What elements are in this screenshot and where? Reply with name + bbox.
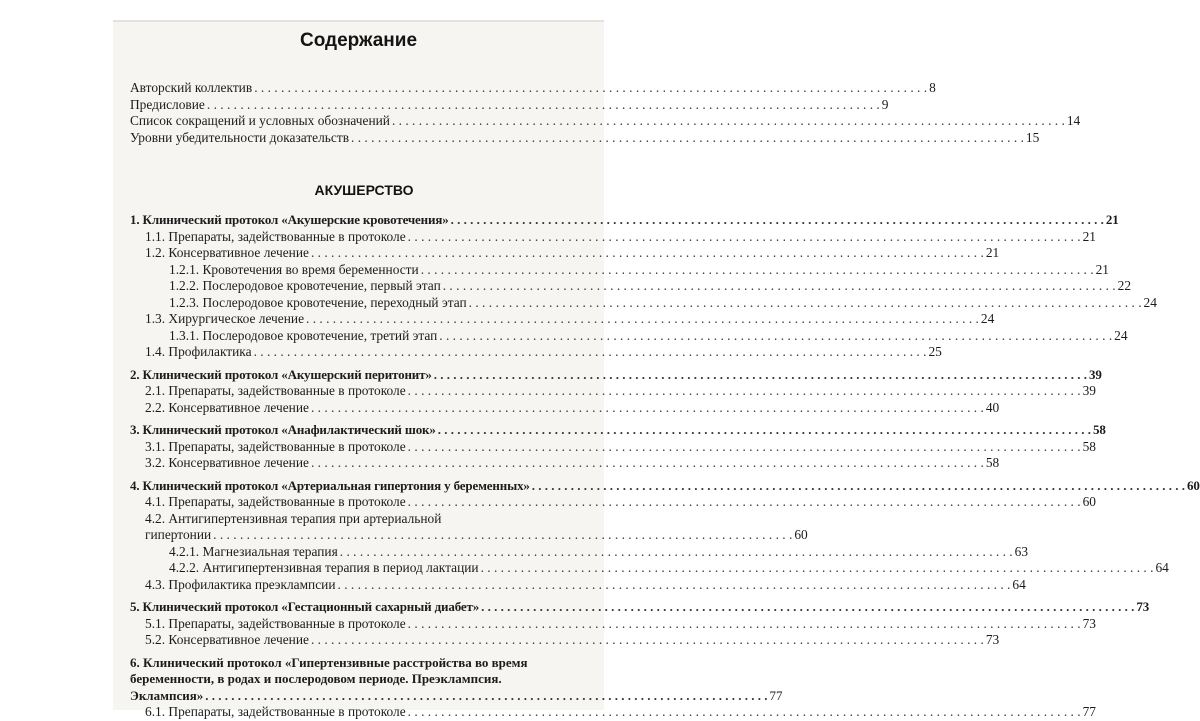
toc-entry-label: 1.4. Профилактика [145,344,252,359]
toc-entry-page: 24 [980,311,995,326]
toc-chapter-entry[interactable] [130,477,1200,495]
toc-chapter-entry[interactable] [130,212,1119,229]
toc-entry[interactable] [130,80,936,97]
leader-dots [311,632,984,649]
leader-dots [443,278,1116,295]
toc-entry-label: Список сокращений и условных обозначений [130,113,390,128]
leader-dots [254,80,927,97]
toc-entry-label: 1.2.3. Послеродовое кровотечение, переходный этап [169,294,467,310]
toc-entry-label: 2. Клинический протокол «Акушерский перитонит» [130,366,432,382]
toc-entry-label: 5.2. Консервативное лечение [145,632,309,647]
toc-entry[interactable] [130,261,1109,279]
leader-dots [306,311,979,328]
toc-entry-page: 60 [1187,477,1200,493]
toc-entry-label: 4.2.1. Магнезиальная терапия [169,543,338,559]
toc-entry-page: 8 [929,80,936,95]
leader-dots [481,560,1154,577]
toc-entry-label: 4.3. Профилактика преэклампсии [145,576,336,592]
toc-entry-page: 9 [881,96,889,112]
toc-entry-page: 21 [1095,261,1109,277]
toc-entry-label: 3.1. Препараты, задействованные в протоколе [145,438,406,454]
toc-entry-page: 58 [1093,422,1106,437]
toc-entry[interactable] [130,704,1096,721]
toc-entry-page: 39 [1082,383,1096,398]
toc-entry-page: 21 [1082,228,1096,244]
toc-entry-label-line3: Эклампсия» [130,687,204,703]
toc-entry-page: 73 [1136,599,1150,614]
toc-entry[interactable] [130,543,1029,561]
toc-entry-label: 1.1. Препараты, задействованные в протоколе [145,228,406,244]
toc-entry-label: 4. Клинический протокол «Артериальная гипертония у беременных» [130,477,530,493]
toc-chapter-entry[interactable] [130,654,783,705]
section-title: АКУШЕРСТВО [314,182,414,198]
toc-entry[interactable] [130,383,1096,400]
leader-dots [481,599,1134,616]
toc-entry-page: 77 [1082,704,1096,719]
leader-dots [451,212,1104,229]
toc-entry-page: 64 [1012,576,1026,592]
toc-entry-label: 1.3.1. Послеродовое кровотечение, третий этап [169,327,438,343]
toc-entry-label: 2.1. Препараты, задействованные в протоколе [145,383,406,398]
leader-dots [421,262,1094,279]
leader-dots [434,367,1087,384]
toc-entry[interactable] [130,344,942,361]
toc-entry-label-line2: гипертонии [145,527,212,542]
toc-entry-label-line1: 6. Клинический протокол «Гипертензивные расстройства во время [130,654,528,670]
leader-dots [205,688,767,705]
toc-entry-label: 4.2.2. Антигипертензивная терапия в период лактации [169,560,479,575]
toc-entry[interactable] [130,438,1096,456]
toc-entry-page: 77 [769,687,783,703]
toc-chapter-entry[interactable] [130,422,1106,439]
leader-dots [392,113,1065,130]
page-title: Содержание [299,30,418,51]
toc-entry-page: 39 [1088,366,1102,382]
toc-entry[interactable] [130,96,889,114]
toc-entry-label: 1.2. Консервативное лечение [145,245,309,260]
toc-entry-page: 73 [1082,615,1096,631]
toc-entry-page: 25 [928,344,942,359]
leader-dots [408,494,1081,511]
toc-entry-label: 4.1. Препараты, задействованные в протоколе [145,494,406,509]
leader-dots [213,527,792,544]
toc-entry-label: Уровни убедительности доказательств [130,129,350,145]
leader-dots [340,544,1013,561]
toc-entry-page: 73 [985,632,1000,647]
toc-entry-page: 14 [1066,113,1081,128]
leader-dots [408,439,1081,456]
toc-entry-page: 58 [985,455,1000,470]
toc-entry[interactable] [130,455,1000,472]
toc-entry-page: 64 [1155,560,1169,575]
toc-entry-label: 6.1. Препараты, задействованные в протоколе [145,704,406,719]
leader-dots [351,130,1024,147]
toc-entry[interactable] [130,278,1132,295]
toc-entry[interactable] [130,228,1096,246]
toc-entry-page: 21 [1105,212,1119,227]
toc-entry-label: Авторский коллектив [130,80,253,95]
toc-entry[interactable] [130,113,1081,130]
toc-entry[interactable] [130,327,1128,345]
leader-dots [207,97,880,114]
toc-entry-label: 5.1. Препараты, задействованные в протоколе [145,615,406,631]
toc-entry[interactable] [130,615,1096,633]
leader-dots [311,400,984,417]
toc-entry-page: 60 [1082,494,1096,509]
toc-entry[interactable] [130,510,808,544]
leader-dots [408,616,1081,633]
protocols-list [130,212,1200,721]
toc-entry-page: 63 [1014,543,1029,559]
toc-entry[interactable] [130,494,1096,511]
toc-entry[interactable] [130,294,1157,312]
leader-dots [408,229,1081,246]
leader-dots [338,577,1011,594]
front-matter-list [130,80,1081,146]
leader-dots [408,704,1081,721]
toc-chapter-entry[interactable] [130,599,1150,616]
toc-entry[interactable] [130,245,1000,262]
book-page [113,20,1200,719]
leader-dots [311,245,984,262]
toc-entry-page: 58 [1082,438,1096,454]
toc-entry-label: 5. Клинический протокол «Гестационный сахарный диабет» [130,599,480,614]
toc-entry[interactable] [130,311,995,328]
leader-dots [438,422,1091,439]
leader-dots [311,455,984,472]
leader-dots [469,295,1142,312]
leader-dots [439,328,1112,345]
toc-entry-label: 3. Клинический протокол «Анафилактический шок» [130,422,436,437]
toc-entry[interactable] [130,632,1000,649]
toc-entry-label: 1.3. Хирургическое лечение [145,311,305,326]
toc-entry-page: 21 [985,245,1000,260]
toc-entry-page: 24 [1143,294,1157,310]
toc-entry-page: 22 [1117,278,1132,293]
toc-entry[interactable] [130,560,1169,577]
leader-dots [532,478,1185,495]
page-top-edge [113,20,604,22]
toc-entry-label: 3.2. Консервативное лечение [145,455,309,470]
toc-entry-page: 15 [1025,129,1040,145]
toc-entry-label-line1: 4.2. Антигипертензивная терапия при артериальной [145,510,442,526]
toc-entry-page: 24 [1114,327,1128,343]
toc-entry-label: 1.2.2. Послеродовое кровотечение, первый этап [169,278,441,293]
toc-entry-page: 60 [794,527,808,542]
toc-chapter-entry[interactable] [130,366,1102,384]
toc-entry-page: 40 [985,399,1000,415]
toc-entry-label: 2.2. Консервативное лечение [145,399,309,415]
toc-entry-label-line2: беременности, в родах и послеродовом периоде. Преэклампсия. [130,671,502,686]
toc-entry-label: 1.2.1. Кровотечения во время беременности [169,261,419,277]
toc-entry[interactable] [130,129,1040,147]
leader-dots [254,344,927,361]
toc-entry[interactable] [130,399,1000,417]
leader-dots [408,383,1081,400]
toc-entry-label: 1. Клинический протокол «Акушерские кровотечения» [130,212,449,227]
toc-entry-label: Предисловие [130,96,205,112]
toc-entry[interactable] [130,576,1026,594]
